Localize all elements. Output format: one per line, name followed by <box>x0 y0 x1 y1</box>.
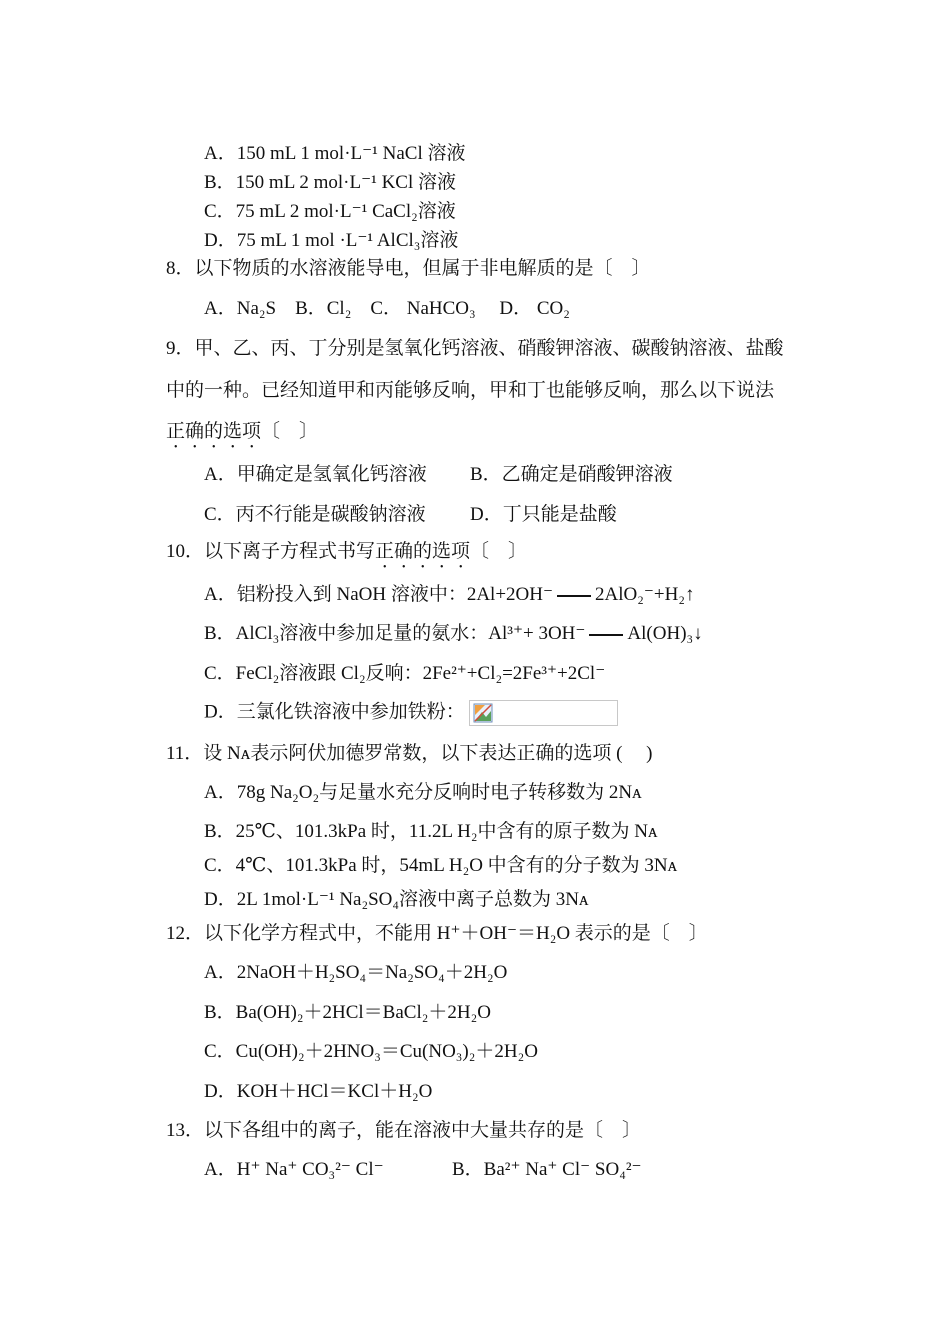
q7-option-c: C．75 mL 2 mol·L⁻¹ CaCl₂溶液 <box>204 201 456 222</box>
emphasis-text: 正确的选项 <box>375 541 471 562</box>
equals-bar <box>589 634 623 636</box>
q10-stem-text: 10．以下离子方程式书写 <box>166 541 376 562</box>
q11-option-b: B．25℃、101.3kPa 时，11.2L H₂中含有的原子数为 Nᴀ <box>204 821 658 842</box>
q9-stem-line2: 中的一种。已经知道甲和丙能够反响，甲和丁也能够反响，那么以下说法 <box>166 380 775 401</box>
q10-stem <box>166 540 527 573</box>
equation-right: 2AlO₂⁻+H₂↑ <box>595 584 695 605</box>
q10-option-a <box>204 583 694 607</box>
q12-stem: 12．以下化学方程式中，不能用 H⁺＋OH⁻＝H₂O 表示的是〔 〕 <box>166 923 708 944</box>
q11-option-c: C．4℃、101.3kPa 时，54mL H₂O 中含有的分子数为 3Nᴀ <box>204 855 678 876</box>
answer-bracket: 〔 〕 <box>470 541 528 562</box>
q11-option-d: D．2L 1mol·L⁻¹ Na₂SO₄溶液中离子总数为 3Nᴀ <box>204 889 589 910</box>
q12-option-b: B．Ba(OH)₂＋2HCl＝BaCl₂＋2H₂O <box>204 1002 491 1023</box>
emphasis-text: 正确的选项 <box>166 421 262 442</box>
equation-right: Al(OH)₃↓ <box>627 623 703 644</box>
q10-option-b <box>204 622 703 646</box>
equation-left: A．铝粉投入到 NaOH 溶液中：2Al+2OH⁻ <box>204 584 554 605</box>
q9-option-c: C．丙不行能是碳酸钠溶液 <box>204 504 426 525</box>
q11-option-a: A．78g Na₂O₂与足量水充分反响时电子转移数为 2Nᴀ <box>204 782 642 803</box>
answer-bracket: 〔 〕 <box>261 421 319 442</box>
q12-option-a: A．2NaOH＋H₂SO₄＝Na₂SO₄＋2H₂O <box>204 962 508 983</box>
q9-stem-line3 <box>166 420 318 453</box>
q10-option-d <box>204 700 618 726</box>
equals-bar <box>557 595 591 597</box>
q8-stem: 8．以下物质的水溶液能导电，但属于非电解质的是〔 〕 <box>166 258 651 279</box>
q7-option-a: A．150 mL 1 mol·L⁻¹ NaCl 溶液 <box>204 143 466 164</box>
q13-option-b: B．Ba²⁺ Na⁺ Cl⁻ SO₄²⁻ <box>452 1159 642 1180</box>
q10-option-d-text: D．三氯化铁溶液中参加铁粉： <box>204 701 465 723</box>
q8-options: A．Na₂S B．Cl₂ C． NaHCO₃ D． CO₂ <box>204 298 570 319</box>
q13-stem: 13．以下各组中的离子，能在溶液中大量共存的是〔 〕 <box>166 1120 642 1141</box>
q7-option-b: B．150 mL 2 mol·L⁻¹ KCl 溶液 <box>204 172 456 193</box>
broken-image-placeholder <box>469 700 618 726</box>
q12-option-c: C．Cu(OH)₂＋2HNO₃＝Cu(NO₃)₂＋2H₂O <box>204 1041 538 1062</box>
q9-option-b: B．乙确定是硝酸钾溶液 <box>470 464 673 485</box>
q10-option-c: C．FeCl₂溶液跟 Cl₂反响：2Fe²⁺+Cl₂=2Fe³⁺+2Cl⁻ <box>204 663 606 684</box>
q7-option-d: D．75 mL 1 mol ·L⁻¹ AlCl₃溶液 <box>204 230 459 251</box>
q9-option-d: D．丁只能是盐酸 <box>470 504 617 525</box>
equation-left: B．AlCl₃溶液中参加足量的氨水：Al³⁺+ 3OH⁻ <box>204 623 586 644</box>
q12-option-d: D．KOH＋HCl＝KCl＋H₂O <box>204 1081 433 1102</box>
broken-image-icon <box>473 703 493 723</box>
q13-option-a: A．H⁺ Na⁺ CO₃²⁻ Cl⁻ <box>204 1159 384 1180</box>
q9-stem-line1: 9．甲、乙、丙、丁分别是氢氧化钙溶液、硝酸钾溶液、碳酸钠溶液、盐酸 <box>166 338 784 359</box>
q11-stem: 11．设 Nᴀ表示阿伏加德罗常数，以下表达正确的选项 ( ) <box>166 743 653 764</box>
q9-option-a: A．甲确定是氢氧化钙溶液 <box>204 464 427 485</box>
